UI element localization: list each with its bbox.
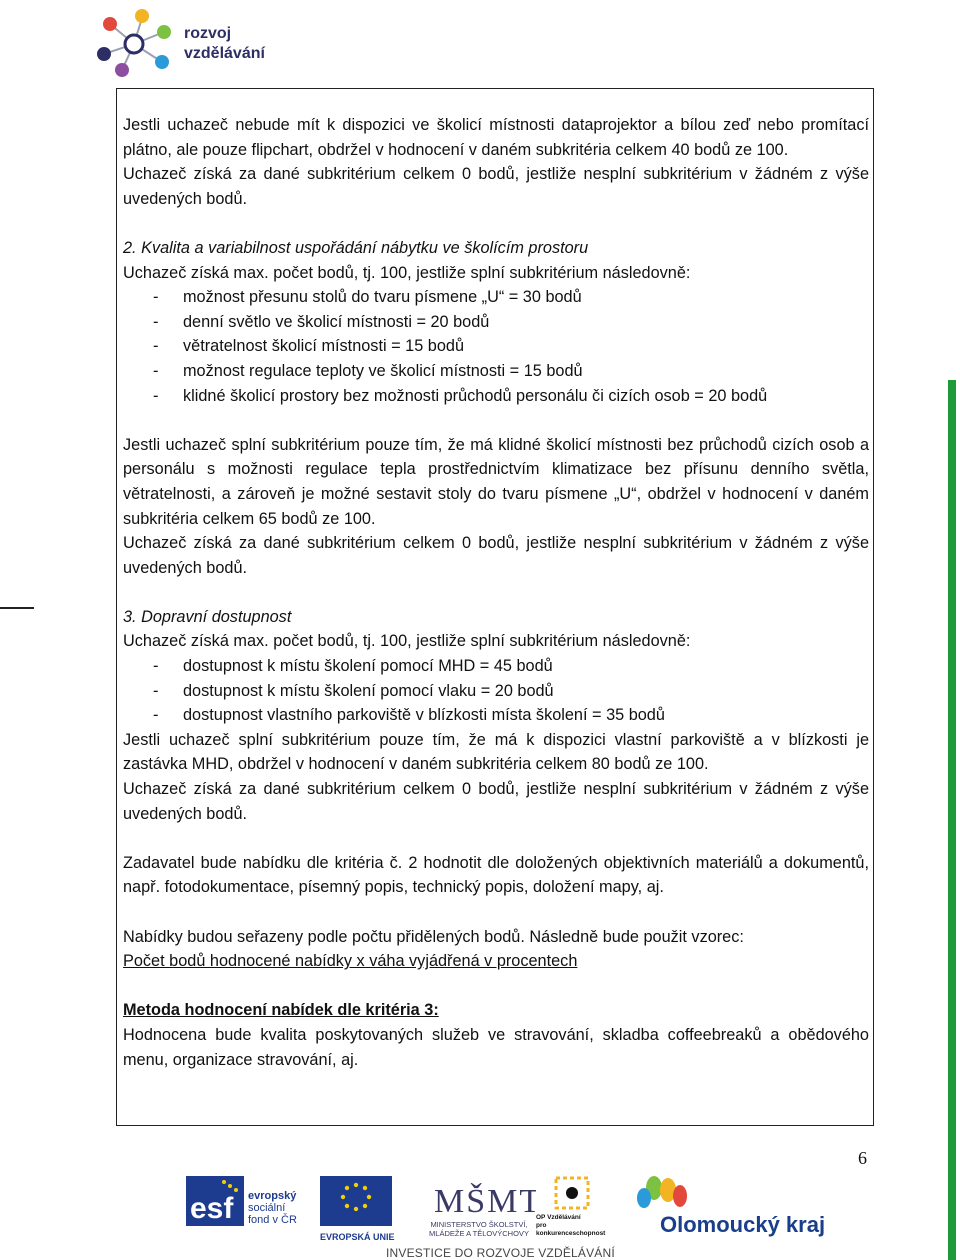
op-logo [536,1176,620,1242]
list-item-text: možnost regulace teploty ve školicí místnosti = 15 bodů [183,361,583,380]
brand-text [184,24,265,64]
msmt-mark-icon [424,1176,536,1220]
msmt-label [424,1220,534,1238]
section-heading-3: 3. Dopravní dostupnost [123,607,292,626]
molecule-logo-icon [92,6,182,82]
rozvoj-vzdelavani-logo [92,6,272,82]
brand-line-2: vzdělávání [184,45,265,62]
list-item: - denní světlo ve školicí místnosti = 20 bodů [153,312,490,331]
list-item: - větratelnost školicí místnosti = 15 bodů [153,337,464,356]
margin-rule [0,607,34,609]
msmt-logo [424,1176,536,1242]
list-item-text: větratelnost školicí místnosti = 15 bodů [183,337,464,356]
paragraph-catering: Hodnocena bude kvalita poskytovaných služeb ve stravování, skladba coffeebreaků a obědového menu, organizace stravování, aj. [123,1025,869,1069]
esf-line-3: fond v ČR [248,1214,297,1226]
section-heading-2: 2. Kvalita a variabilnost uspořádání nábytku ve školícím prostoru [123,238,589,257]
paragraph-max-points-2: Uchazeč získá max. počet bodů, tj. 100, jestliže splní subkritérium následovně: [123,632,691,651]
list-item: - dostupnost k místu školení pomocí vlaku = 20 bodů [153,681,554,700]
flower-mark-icon [624,1176,704,1216]
esf-line-2: sociální [248,1202,286,1214]
brand-line-1: rozvoj [184,25,232,42]
olomoucky-kraj-label: Olomoucký kraj [660,1212,826,1237]
list-item-text: dostupnost vlastního parkoviště v blízkosti místa školení = 35 bodů [183,706,665,725]
op-mark-icon [554,1176,594,1212]
list-item-text: klidné školicí prostory bez možnosti průchodů personálu či cizích osob = 20 bodů [183,386,768,405]
esf-mark-icon [186,1176,244,1226]
formula: Počet bodů hodnocené nabídky x váha vyjádřená v procentech [123,952,578,971]
list-item-text: dostupnost k místu školení pomocí MHD = 45 bodů [183,657,553,676]
eu-flag-icon [320,1176,392,1226]
paragraph-sorting: Nabídky budou seřazeny podle počtu přidělených bodů. Následně bude použit vzorec: [123,927,744,946]
list-item: - klidné školicí prostory bez možnosti průchodů personálu či cizích osob = 20 bodů [153,386,768,405]
document-body [123,113,869,1072]
criteria-list-transport [123,654,869,728]
olomoucky-kraj-logo [624,1176,826,1242]
paragraph-evaluation-materials: Zadavatel bude nabídku dle kritéria č. 2 hodnotit dle doložených objektivních materiálů a dokumentů, např. fotodokumentace, písemný popis, technický popis, doložení mapy, aj. [123,853,869,897]
op-label [536,1214,616,1238]
svg-text:MŠMT: MŠMT [434,1183,536,1220]
side-accent-bar [948,380,956,1260]
method-heading: Metoda hodnocení nabídek dle kritéria 3: [123,1001,439,1020]
list-item-text: denní světlo ve školicí místnosti = 20 bodů [183,312,490,331]
paragraph-zero-points-3: Uchazeč získá za dané subkritérium celkem 0 bodů, jestliže nesplní subkritérium v žádném z výše uvedených bodů. [123,780,869,823]
paragraph-example-65: Jestli uchazeč splní subkritérium pouze tím, že má klidné školicí místnosti bez průchodů cizích osob a personálu s možnosti regulace tepla prostřednictvím klimatizace bez přísunu denního světla, větratelnosti, a zároveň je možné sestavit stoly do tvaru písmene „U“, obdržel v hodnocení v daném subkritéria celkem 65 bodů ze 100. [123,435,869,528]
paragraph-example-80: Jestli uchazeč splní subkritérium pouze tím, že má k dispozici vlastní parkoviště a v blízkosti je zastávka MHD, obdržel v hodnocení v daném subkritéria celkem 80 bodů ze 100. [123,730,869,774]
esf-label [248,1190,297,1226]
list-item: - možnost regulace teploty ve školicí místnosti = 15 bodů [153,361,583,380]
msmt-line-1: MINISTERSTVO ŠKOLSTVÍ, [430,1220,528,1229]
list-item: - možnost přesunu stolů do tvaru písmene „U“ = 30 bodů [153,288,582,307]
list-item-text: možnost přesunu stolů do tvaru písmene „U“ = 30 bodů [183,288,582,307]
invest-slogan: INVESTICE DO ROZVOJE VZDĚLÁVÁNÍ [386,1246,615,1260]
paragraph-max-points-1: Uchazeč získá max. počet bodů, tj. 100, jestliže splní subkritérium následovně: [123,263,691,282]
paragraph-zero-points-2: Uchazeč získá za dané subkritérium celkem 0 bodů, jestliže nesplní subkritérium v žádném z výše uvedených bodů. [123,534,869,577]
list-item: - dostupnost vlastního parkoviště v blízkosti místa školení = 35 bodů [153,706,665,725]
eu-label: EVROPSKÁ UNIE [320,1232,395,1242]
esf-logo [186,1176,316,1242]
svg-text:esf: esf [190,1192,234,1225]
op-line-1: OP Vzdělávání [536,1214,581,1221]
paragraph-zero-points-1: Uchazeč získá za dané subkritérium celkem 0 bodů, jestliže nesplní subkritérium v žádném z výše uvedených bodů. [123,165,869,208]
list-item-text: dostupnost k místu školení pomocí vlaku = 20 bodů [183,681,554,700]
msmt-line-2: MLÁDEŽE A TĚLOVÝCHOVY [429,1229,529,1238]
list-item: - dostupnost k místu školení pomocí MHD = 45 bodů [153,657,553,676]
esf-line-1: evropský [248,1190,297,1202]
criteria-list-furniture [123,285,869,408]
paragraph-projector: Jestli uchazeč nebude mít k dispozici ve školicí místnosti dataprojektor a bílou zeď nebo promítací plátno, ale pouze flipchart, obdržel v hodnocení v daném subkritéria celkem 40 bodů ze 100. [123,116,869,159]
eu-logo [320,1176,420,1242]
page-number: 6 [858,1148,867,1168]
footer-logos [180,1176,826,1260]
op-line-2: pro konkurenceschopnost [536,1222,606,1237]
